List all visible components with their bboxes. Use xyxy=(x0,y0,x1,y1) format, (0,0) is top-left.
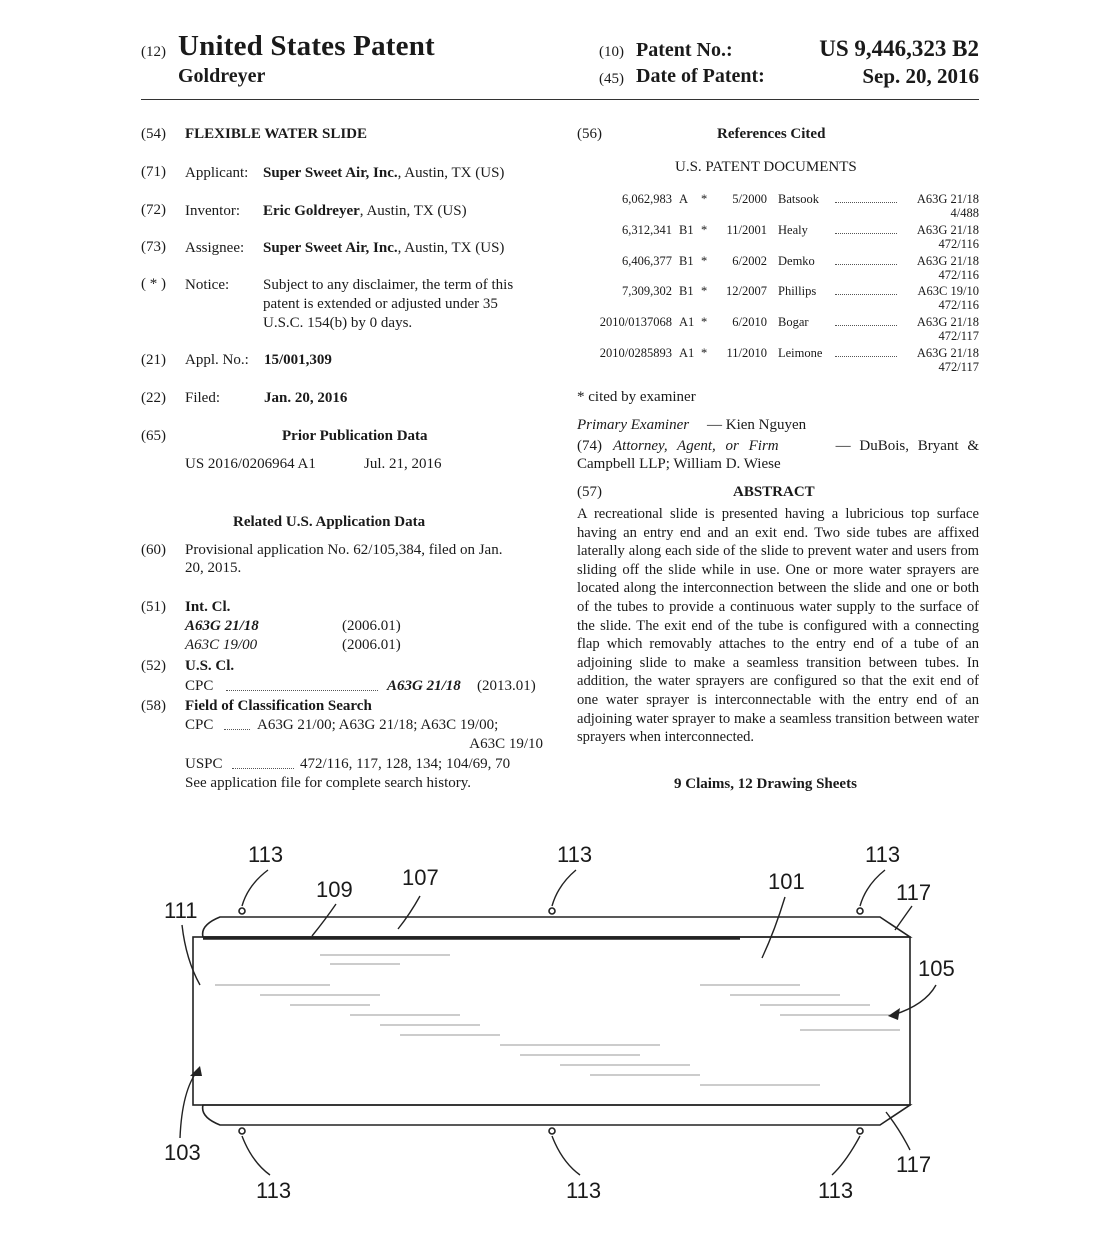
patent-number: US 9,446,323 B2 xyxy=(819,36,979,61)
reference-subclass: 472/116 xyxy=(938,298,979,313)
int-cl-2: A63C 19/00 xyxy=(185,637,258,653)
reference-date: 11/2001 xyxy=(726,222,767,237)
abstract-heading: ABSTRACT xyxy=(733,484,815,500)
reference-row xyxy=(577,284,979,314)
cpc-label-52: CPC xyxy=(185,678,214,694)
reference-date: 11/2010 xyxy=(726,346,767,360)
code-12: (12) xyxy=(141,44,166,60)
reference-name: Healy xyxy=(778,222,808,237)
reference-kind: A xyxy=(679,192,689,206)
reference-kind: A1 xyxy=(679,346,695,360)
abstract-text: A recreational slide is presented having a lubricious top surface having an entry end and an exit end. Two side tubes are affixed laterally along each side of the slide to prevent water and users from sliding off the slide while in use. One or more water sprayers are located along the interconnection between the slide and one or both of the tubes to provide a continuous water supply to the surface of the slide. The exit end of the tube is configured with a connecting flap which removably attaches to the entry end of a tube of an adjoining slide to make a seamless transition between tubes. In addition, the water sprayers are configured so that the exit end of one water sprayer is interconnectable with the entry end of an adjoining water sprayer to make a seamless transition between water sprayers when interconnected. xyxy=(577,506,979,746)
label-113-bottom-2: 113 xyxy=(566,1178,602,1203)
label-113-bottom-1: 113 xyxy=(256,1178,292,1203)
reference-leader-dots xyxy=(835,202,897,203)
code-54: (54) xyxy=(141,126,166,142)
int-cl-1-date: (2006.01) xyxy=(342,618,401,634)
code-22: (22) xyxy=(141,390,166,406)
leader-107 xyxy=(398,896,420,929)
cpc-date-52: (2013.01) xyxy=(477,678,536,694)
label-113-bottom-3: 113 xyxy=(818,1178,854,1203)
label-101: 101 xyxy=(768,869,805,894)
reference-row xyxy=(577,223,979,253)
label-105: 105 xyxy=(918,956,955,981)
label-113-top-2: 113 xyxy=(557,842,593,867)
reference-leader-dots xyxy=(835,264,897,265)
code-57: (57) xyxy=(577,484,602,500)
reference-leader-dots xyxy=(835,294,897,295)
applicant-label: Applicant: xyxy=(185,165,249,181)
appl-no: 15/001,309 xyxy=(264,352,332,368)
notice-line-3: U.S.C. 154(b) by 0 days. xyxy=(263,315,413,331)
reference-class: A63G 21/18 xyxy=(916,253,979,268)
reference-star: * xyxy=(701,315,708,330)
applicant-name: Super Sweet Air, Inc. xyxy=(263,165,398,181)
leader-113-bottom-2 xyxy=(552,1136,580,1175)
filed-date: Jan. 20, 2016 xyxy=(264,390,348,406)
reference-subclass: 4/488 xyxy=(950,206,979,220)
leader-113-bottom-3 xyxy=(832,1136,860,1175)
reference-leader-dots xyxy=(835,233,897,234)
code-72: (72) xyxy=(141,202,166,218)
water-slide-drawing xyxy=(0,830,1100,1236)
provisional-line-2: 20, 2015. xyxy=(185,560,242,576)
slide-surface-hatching xyxy=(215,955,900,1085)
label-117-top: 117 xyxy=(896,880,932,905)
inventor-location: , Austin, TX (US) xyxy=(359,203,467,219)
reference-class: A63G 21/18 xyxy=(916,192,979,206)
inventor-label: Inventor: xyxy=(185,203,240,219)
us-patent-documents-heading: U.S. PATENT DOCUMENTS xyxy=(675,159,857,175)
primary-examiner-label: Primary Examiner xyxy=(577,417,690,433)
reference-star: * xyxy=(701,284,708,299)
attorney-line-2: Campbell LLP; William D. Wiese xyxy=(577,456,781,472)
provisional-line-1: Provisional application No. 62/105,384, filed on Jan. xyxy=(185,542,503,558)
uspc-label: USPC xyxy=(185,756,223,772)
appl-no-label: Appl. No.: xyxy=(185,352,249,368)
us-cl-label: U.S. Cl. xyxy=(185,658,235,674)
filed-label: Filed: xyxy=(185,390,221,406)
code-10: (10) xyxy=(599,44,624,60)
code-notice: ( * ) xyxy=(141,276,166,292)
reference-star: * xyxy=(701,222,708,237)
reference-class: A63G 21/18 xyxy=(916,315,979,330)
reference-name: Demko xyxy=(778,253,815,268)
reference-number: 7,309,302 xyxy=(622,284,672,299)
leader-103 xyxy=(180,1070,198,1138)
assignee-location: , Austin, TX (US) xyxy=(397,240,505,256)
cpc-leader-58 xyxy=(224,729,250,730)
date-of-patent-label: Date of Patent: xyxy=(636,65,765,87)
bottom-sprayer-3 xyxy=(857,1128,863,1134)
cited-by-examiner-note: * cited by examiner xyxy=(577,389,696,405)
reference-subclass: 472/117 xyxy=(938,360,979,374)
reference-row xyxy=(577,346,979,376)
claims-summary: 9 Claims, 12 Drawing Sheets xyxy=(674,776,857,792)
notice-line-2: patent is extended or adjusted under 35 xyxy=(263,296,498,312)
reference-kind: B1 xyxy=(679,253,694,268)
leader-109 xyxy=(312,904,336,936)
cpc-class-52: A63G 21/18 xyxy=(387,678,461,694)
reference-kind: B1 xyxy=(679,284,694,299)
label-111: 111 xyxy=(164,898,198,923)
leader-113-bottom-1 xyxy=(242,1136,270,1175)
label-113-top-1: 113 xyxy=(248,842,284,867)
prior-publication-number: US 2016/0206964 A1 xyxy=(185,456,316,472)
leader-117-bottom xyxy=(886,1112,910,1150)
uspc-leader xyxy=(232,768,294,769)
reference-number: 2010/0285893 xyxy=(599,346,672,360)
inventor-name: Eric Goldreyer xyxy=(263,203,360,219)
applicant xyxy=(263,164,504,183)
label-113-top-3: 113 xyxy=(865,842,901,867)
bottom-sprayer-2 xyxy=(549,1128,555,1134)
top-sprayer-3 xyxy=(857,908,863,914)
arrow-105 xyxy=(888,1008,900,1020)
reference-row xyxy=(577,315,979,345)
reference-number: 2010/0137068 xyxy=(599,315,672,330)
leader-101 xyxy=(762,897,785,958)
inventor-surname: Goldreyer xyxy=(178,65,266,87)
leader-111 xyxy=(182,925,200,985)
int-cl-2-date: (2006.01) xyxy=(342,637,401,653)
top-sprayer-2 xyxy=(549,908,555,914)
reference-number: 6,062,983 xyxy=(622,192,672,206)
reference-leader-dots xyxy=(835,356,897,357)
assignee-label: Assignee: xyxy=(185,240,245,256)
reference-row xyxy=(577,254,979,284)
int-cl-label: Int. Cl. xyxy=(185,599,231,615)
code-74: (74) xyxy=(577,438,602,454)
header-rule xyxy=(141,99,979,100)
top-sprayer-1 xyxy=(239,908,245,914)
code-58: (58) xyxy=(141,698,166,714)
reference-kind: A1 xyxy=(679,315,695,330)
code-71: (71) xyxy=(141,164,166,180)
reference-name: Bogar xyxy=(778,315,809,330)
reference-subclass: 472/117 xyxy=(938,329,979,344)
field-search-label: Field of Classification Search xyxy=(185,698,372,714)
leader-113-top-3 xyxy=(860,870,885,906)
cpc-classes-line-1: A63G 21/00; A63G 21/18; A63C 19/00; xyxy=(257,717,499,733)
reference-class: A63C 19/10 xyxy=(917,284,979,299)
arrow-103 xyxy=(190,1066,202,1076)
cpc-classes-line-2: A63C 19/10 xyxy=(469,736,543,752)
reference-class: A63G 21/18 xyxy=(916,346,979,360)
code-65: (65) xyxy=(141,428,166,444)
reference-row xyxy=(577,192,979,222)
applicant-location: , Austin, TX (US) xyxy=(397,165,505,181)
reference-kind: B1 xyxy=(679,222,694,237)
reference-star: * xyxy=(701,192,708,206)
search-history-note: See application file for complete search history. xyxy=(185,775,472,791)
notice-line-1: Subject to any disclaimer, the term of this xyxy=(263,277,514,293)
code-73: (73) xyxy=(141,239,166,255)
invention-title: FLEXIBLE WATER SLIDE xyxy=(185,126,368,142)
prior-publication-date: Jul. 21, 2016 xyxy=(364,456,442,472)
uspc-classes: 472/116, 117, 128, 134; 104/69, 70 xyxy=(300,756,511,772)
attorney-firm: — DuBois, Bryant & xyxy=(835,438,979,454)
cpc-label-58: CPC xyxy=(185,717,214,733)
code-56: (56) xyxy=(577,126,602,142)
reference-class: A63G 21/18 xyxy=(916,222,979,237)
label-109: 109 xyxy=(316,877,353,902)
reference-subclass: 472/116 xyxy=(938,236,979,251)
bottom-sprayer-1 xyxy=(239,1128,245,1134)
reference-star: * xyxy=(701,346,708,360)
related-application-heading: Related U.S. Application Data xyxy=(233,514,426,530)
top-side-tube xyxy=(203,917,910,937)
assignee-name: Super Sweet Air, Inc. xyxy=(263,240,398,256)
code-51: (51) xyxy=(141,599,166,615)
cpc-leader-52 xyxy=(226,690,378,691)
reference-number: 6,312,341 xyxy=(622,222,672,237)
assignee xyxy=(263,239,504,258)
int-cl-1: A63G 21/18 xyxy=(185,618,259,634)
reference-date: 12/2007 xyxy=(726,284,767,299)
reference-name: Leimone xyxy=(778,346,823,360)
reference-date: 5/2000 xyxy=(732,192,767,206)
code-21: (21) xyxy=(141,352,166,368)
slide-body xyxy=(193,937,910,1105)
date-of-patent: Sep. 20, 2016 xyxy=(862,64,979,88)
attorney-label: Attorney, Agent, or Firm xyxy=(613,438,779,454)
reference-subclass: 472/116 xyxy=(938,267,979,282)
notice-label: Notice: xyxy=(185,277,230,293)
leader-117-top xyxy=(895,906,912,930)
reference-number: 6,406,377 xyxy=(622,253,672,268)
patent-no-label: Patent No.: xyxy=(636,39,733,61)
primary-examiner: — Kien Nguyen xyxy=(707,417,807,433)
leader-113-top-1 xyxy=(242,870,268,906)
reference-leader-dots xyxy=(835,325,897,326)
references-heading: References Cited xyxy=(717,126,826,142)
reference-name: Batsook xyxy=(778,192,819,206)
label-117-bottom: 117 xyxy=(896,1152,932,1177)
reference-date: 6/2010 xyxy=(732,315,767,330)
code-52: (52) xyxy=(141,658,166,674)
inventor xyxy=(263,202,467,221)
label-107: 107 xyxy=(402,865,439,890)
label-103: 103 xyxy=(164,1140,201,1165)
code-45: (45) xyxy=(599,71,624,87)
reference-star: * xyxy=(701,253,708,268)
leader-113-top-2 xyxy=(552,870,576,906)
reference-name: Phillips xyxy=(778,284,817,299)
code-60: (60) xyxy=(141,542,166,558)
patent-title: United States Patent xyxy=(178,30,435,62)
reference-date: 6/2002 xyxy=(732,253,767,268)
prior-publication-heading: Prior Publication Data xyxy=(282,428,428,444)
bottom-side-tube xyxy=(203,1105,910,1125)
